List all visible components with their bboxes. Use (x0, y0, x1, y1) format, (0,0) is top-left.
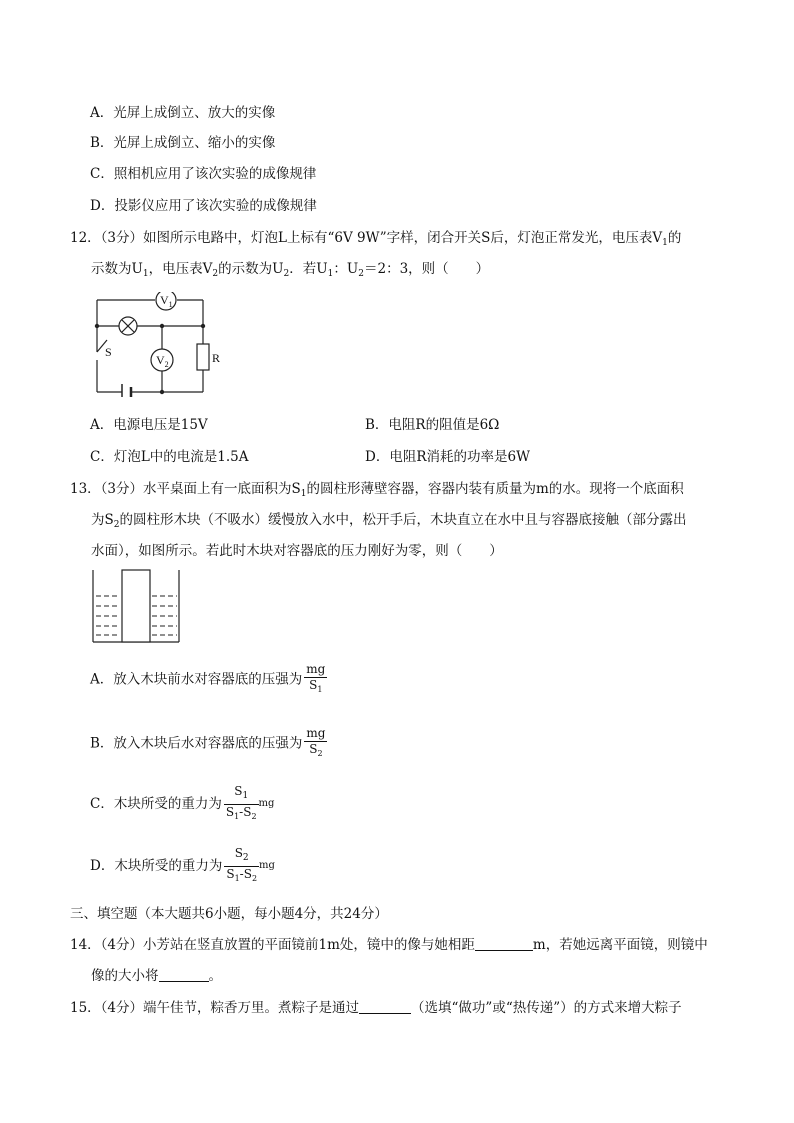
q11-option-c: C．照相机应用了该次实验的成像规律 (90, 166, 317, 182)
q12-circuit-diagram (85, 292, 225, 397)
q13-option-d: D．木块所受的重力为 $\frac{S_2}{S_1-S_2}$ mg (90, 846, 275, 886)
fraction-s2-over-s1-minus-s2: $\frac{S_2}{S_1-S_2}$ (226, 846, 258, 883)
q12-option-a: A．电源电压是15V (90, 417, 208, 433)
q14-stem-line2: 像的大小将 。 (91, 968, 222, 984)
q14-blank-1[interactable] (475, 936, 533, 951)
q12-stem-line1: 12．（3分）如图所示电路中，灯泡L上标有“6V 9W”字样，闭合开关S后，灯泡正常发光，电压表$V_1$的 (70, 230, 682, 248)
q13-container-diagram (88, 568, 184, 646)
q11-option-a: A．光屏上成倒立、放大的实像 (90, 105, 276, 121)
section3-title: 三、填空题（本大题共6小题，每小题4分，共24分） (70, 906, 388, 922)
q11-option-b: B．光屏上成倒立、缩小的实像 (90, 135, 276, 151)
fraction-mg-over-s2: $\frac{mg}{S_2}$ (306, 726, 326, 758)
q12-option-b: B．电阻R的阻值是6Ω (365, 417, 500, 433)
q12-stem-line2: 示数为$U_1$，电压表$V_2$的示数为$U_2$．若$U_1$：$U_2=2$：3，则（ ） (91, 261, 490, 279)
resistor-r-label: R (212, 351, 221, 365)
q11-option-d: D．投影仪应用了该次实验的成像规律 (90, 198, 317, 214)
fraction-mg-over-s1: $\frac{mg}{S_1}$ (306, 662, 326, 694)
q13-option-a: A．放入木块前水对容器底的压强为 $\frac{mg}{S_1}$ (90, 662, 327, 697)
q14-blank-2[interactable] (159, 967, 209, 982)
q15-blank-1[interactable] (359, 999, 411, 1014)
q13-option-c: C．木块所受的重力为 $\frac{S_1}{S_1-S_2}$ mg (90, 784, 274, 824)
fraction-s1-over-s1-minus-s2: $\frac{S_1}{S_1-S_2}$ (225, 784, 257, 821)
q12-option-c: C．灯泡L中的电流是1.5A (90, 449, 249, 465)
q13-stem-line3: 水面），如图所示。若此时木块对容器底的压力刚好为零，则（ ） (91, 543, 503, 559)
q12-option-d: D．电阻R消耗的功率是6W (365, 449, 530, 465)
q13-stem-line2: 为$S_2$的圆柱形木块（不吸水）缓慢放入水中，松开手后，木块直立在水中且与容器底接触（部分露出 (91, 512, 687, 530)
q14-stem-line1: 14．（4分）小芳站在竖直放置的平面镜前1m处，镜中的像与她相距 m，若她远离平面镜，则镜中 (70, 937, 708, 953)
switch-s-label: S (105, 345, 112, 359)
voltmeter-v2-label: $V_2$ (156, 353, 169, 369)
q13-stem-line1: 13．（3分）水平桌面上有一底面积为$S_1$的圆柱形薄壁容器，容器内装有质量为m的水。现将一个底面积 (70, 481, 684, 499)
voltmeter-v1-label: $V_1$ (160, 293, 173, 309)
q15-stem-line1: 15．（4分）端午佳节，粽香万里。煮粽子是通过 （选填“做功”或“热传递”）的方式来增大粽子 (70, 1000, 682, 1016)
q13-option-b: B．放入木块后水对容器底的压强为 $\frac{mg}{S_2}$ (90, 726, 327, 761)
